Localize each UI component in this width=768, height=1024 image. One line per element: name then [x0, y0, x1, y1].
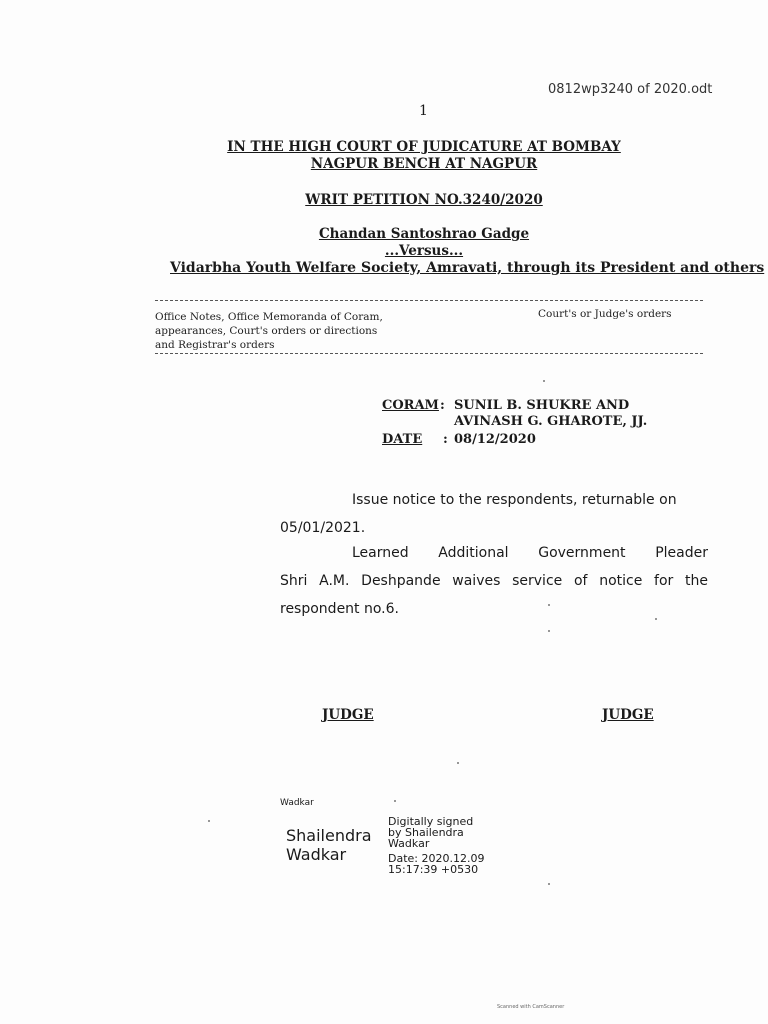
dsig-line: by Shailendra — [388, 826, 464, 839]
order-line: 05/01/2021. — [280, 520, 366, 536]
coram-judges — [454, 398, 647, 430]
office-notes-line: and Registrar's orders — [155, 339, 275, 351]
coram-judge-line: AVINASH G. GHAROTE, JJ. — [454, 414, 648, 429]
coram-colon: : — [440, 398, 445, 413]
file-reference: 0812wp3240 of 2020.odt — [548, 82, 713, 97]
dsig-line: Date: 2020.12.09 — [388, 852, 485, 865]
bench-name: NAGPUR BENCH AT NAGPUR — [310, 156, 538, 172]
judge-signature-right: JUDGE — [602, 707, 654, 723]
dsig-line: 15:17:39 +0530 — [388, 863, 479, 876]
signer-line: Shailendra — [286, 826, 372, 845]
page-number: 1 — [419, 103, 428, 119]
scan-speck — [548, 604, 550, 606]
order-date: 08/12/2020 — [454, 432, 536, 447]
order-paragraph-2 — [280, 539, 708, 623]
scan-speck — [548, 630, 550, 632]
scan-speck — [548, 883, 550, 885]
scan-speck — [394, 800, 396, 802]
order-line: Issue notice to the respondents, returnable on — [352, 492, 677, 508]
coram-judge-line: SUNIL B. SHUKRE AND — [454, 398, 630, 413]
judge-signature-left: JUDGE — [322, 707, 374, 723]
petitioner-name-text: Chandan Santoshrao Gadge — [318, 226, 530, 242]
office-notes-line: appearances, Court's orders or directions — [155, 325, 378, 337]
divider-bottom — [155, 353, 703, 354]
digital-signature-details — [388, 816, 484, 875]
scan-speck — [457, 762, 459, 764]
scan-speck — [208, 820, 210, 822]
respondent-name: Vidarbha Youth Welfare Society, Amravati, through its President and others — [170, 260, 765, 276]
digital-signer-name — [286, 826, 372, 864]
signer-line: Wadkar — [286, 845, 347, 864]
scanner-watermark: Scanned with CamScanner — [497, 1004, 565, 1010]
scan-speck — [543, 380, 545, 382]
stenographer-initials: Wadkar — [280, 798, 314, 808]
date-colon: : — [443, 432, 448, 447]
petition-number-text: WRIT PETITION NO.3240/2020 — [305, 192, 543, 208]
order-paragraph-1 — [280, 486, 708, 542]
petition-number — [0, 192, 768, 208]
office-notes-line: Office Notes, Office Memoranda of Coram, — [155, 311, 383, 323]
date-label: DATE — [382, 432, 423, 447]
court-heading — [0, 139, 768, 173]
order-line: respondent no.6. — [280, 601, 399, 617]
coram-label: CORAM — [382, 398, 439, 413]
court-orders-column-header: Court's or Judge's orders — [538, 308, 672, 320]
court-name: IN THE HIGH COURT OF JUDICATURE AT BOMBAY — [227, 139, 621, 155]
versus-label — [0, 243, 768, 259]
scan-speck — [655, 618, 657, 620]
office-notes-column-header — [155, 310, 383, 352]
petitioner-name — [0, 226, 768, 242]
dsig-line: Wadkar — [388, 837, 430, 850]
divider-top — [155, 300, 703, 301]
order-line: Shri A.M. Deshpande waives service of notice for the — [280, 573, 708, 589]
dsig-line: Digitally signed — [388, 815, 474, 828]
order-line: Learned Additional Government Pleader — [352, 545, 708, 561]
versus-text: ...Versus... — [384, 243, 464, 259]
